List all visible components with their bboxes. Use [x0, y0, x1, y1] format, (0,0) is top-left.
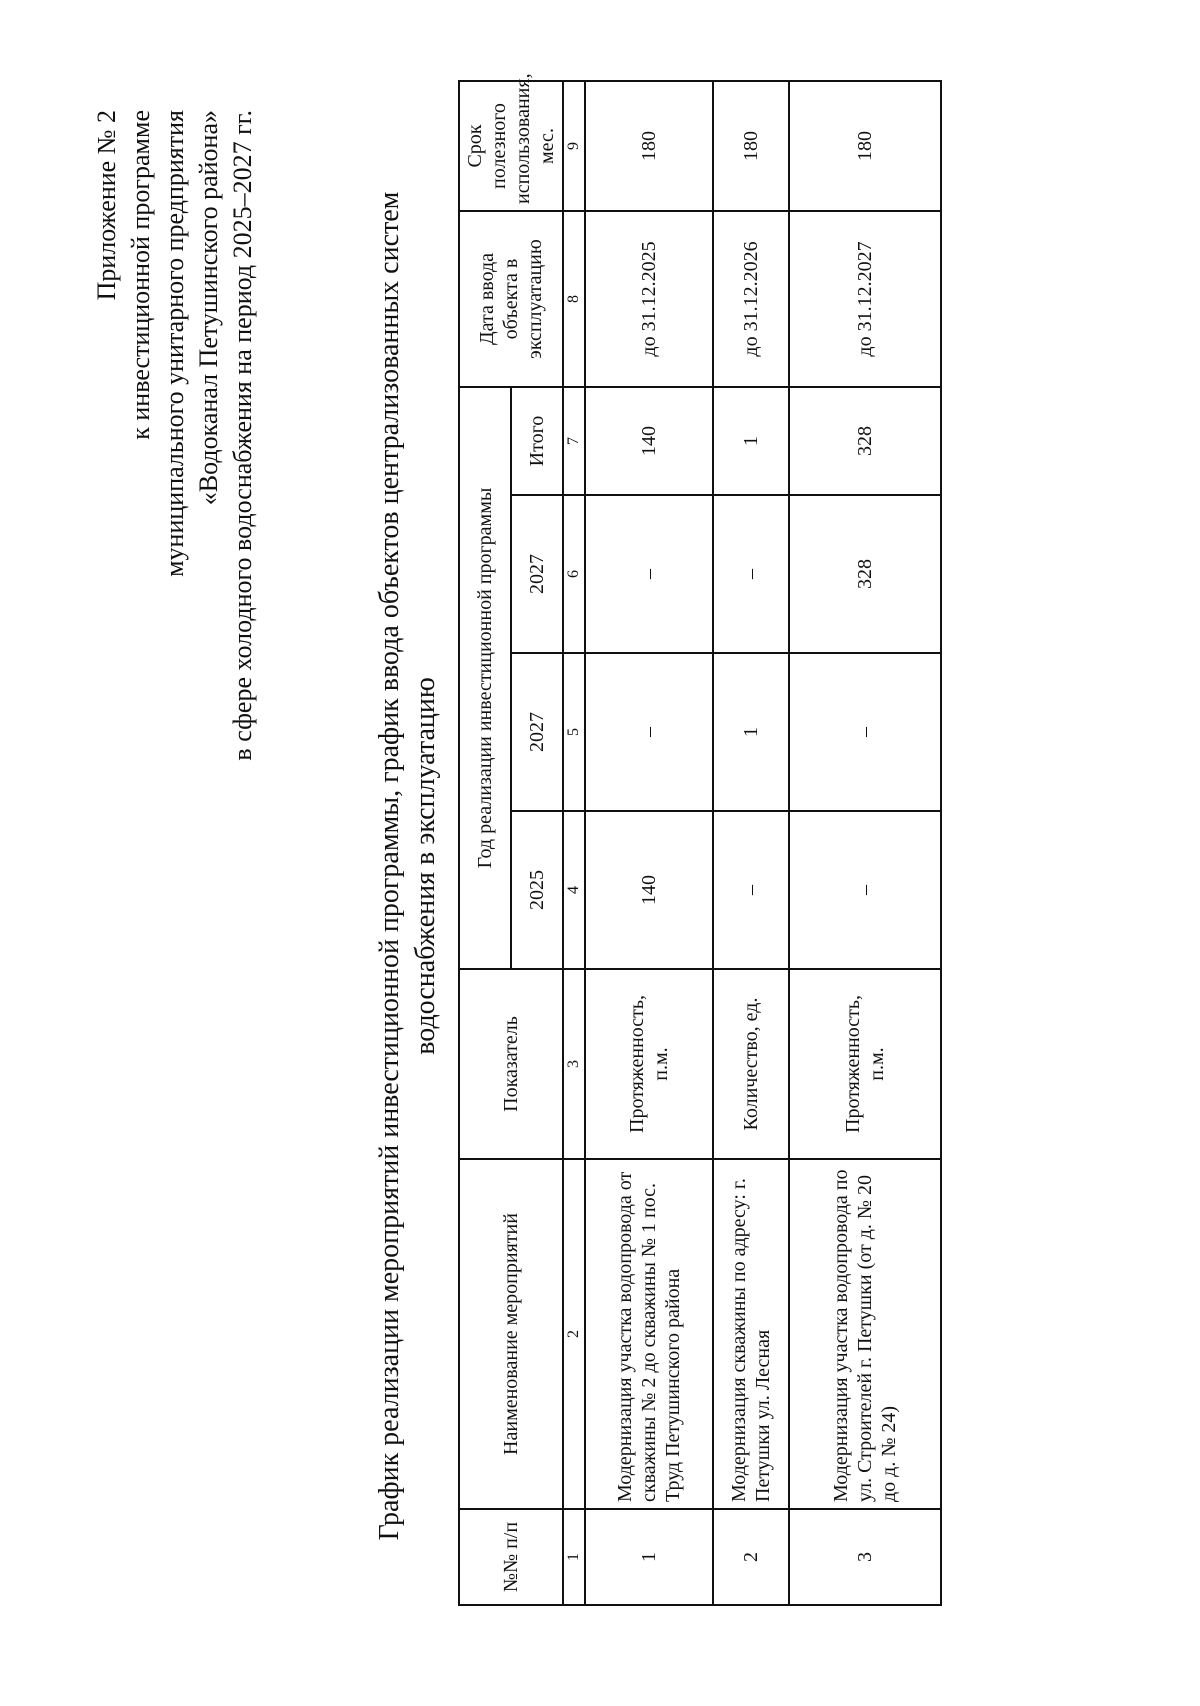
schedule-table [458, 73, 942, 1606]
cell-year-value: – [585, 495, 713, 653]
cell-term: 180 [789, 81, 941, 211]
header-year: 2025 [511, 811, 563, 969]
cell-num: 1 [585, 1509, 713, 1605]
cell-term: 180 [713, 81, 789, 211]
title-line: водоснабжения в эксплуатацию [410, 677, 441, 1055]
appendix-line: Приложение № 2 [92, 110, 121, 301]
column-number: 4 [563, 811, 585, 969]
cell-name: Модернизация участка водопровода от скважины № 2 до скважины № 1 пос. Труд Петушинского района [585, 1159, 713, 1509]
table-header-row [459, 81, 511, 1605]
header-year-group: Год реализации инвестиционной программы [459, 387, 511, 969]
table-row [713, 81, 789, 1605]
header-indicator: Показатель [459, 969, 563, 1159]
header-total: Итого [511, 387, 563, 495]
header-year: 2027 [511, 653, 563, 811]
cell-indicator: Протяженность, п.м. [585, 969, 713, 1159]
cell-num: 2 [713, 1509, 789, 1605]
cell-year-value: 140 [585, 811, 713, 969]
table-row [585, 81, 713, 1605]
column-number: 6 [563, 495, 585, 653]
appendix-line: в сфере холодного водоснабжения на период 2025–2027 гг. [228, 110, 257, 761]
column-number: 7 [563, 387, 585, 495]
header-term: Срок полезного использования, мес. [459, 81, 563, 211]
title-line: График реализации мероприятий инвестиционной программы, график ввода объектов централизованных систем [374, 191, 405, 1541]
column-number: 1 [563, 1509, 585, 1605]
column-number: 2 [563, 1159, 585, 1509]
cell-year-value: 328 [789, 495, 941, 653]
cell-year-value: – [713, 811, 789, 969]
cell-date: до 31.12.2027 [789, 211, 941, 387]
cell-indicator: Количество, ед. [713, 969, 789, 1159]
appendix-line: муниципального унитарного предприятия [160, 110, 189, 577]
header-name: Наименование мероприятий [459, 1159, 563, 1509]
cell-total: 140 [585, 387, 713, 495]
cell-year-value: – [585, 653, 713, 811]
appendix-line: к инвестиционной программе [126, 110, 155, 440]
cell-year-value: 1 [713, 653, 789, 811]
cell-year-value: – [789, 811, 941, 969]
document-title [372, 146, 444, 1586]
header-date: Дата ввода объекта в эксплуатацию [459, 211, 563, 387]
cell-date: до 31.12.2025 [585, 211, 713, 387]
cell-indicator: Протяженность, п.м. [789, 969, 941, 1159]
cell-term: 180 [585, 81, 713, 211]
cell-num: 3 [789, 1509, 941, 1605]
cell-date: до 31.12.2026 [713, 211, 789, 387]
cell-name: Модернизация скважины по адресу: г. Петушки ул. Лесная [713, 1159, 789, 1509]
column-number-row [563, 81, 585, 1605]
column-number: 3 [563, 969, 585, 1159]
column-number: 9 [563, 81, 585, 211]
column-number: 5 [563, 653, 585, 811]
cell-total: 328 [789, 387, 941, 495]
header-num: №№ п/п [459, 1509, 563, 1605]
table-row [789, 81, 941, 1605]
header-year: 2027 [511, 495, 563, 653]
appendix-block [90, 110, 260, 761]
cell-total: 1 [713, 387, 789, 495]
appendix-line: «Водоканал Петушинского района» [194, 110, 223, 506]
cell-name: Модернизация участка водопровода по ул. Строителей г. Петушки (от д. № 20 до д. № 24) [789, 1159, 941, 1509]
column-number: 8 [563, 211, 585, 387]
cell-year-value: – [789, 653, 941, 811]
cell-year-value: – [713, 495, 789, 653]
